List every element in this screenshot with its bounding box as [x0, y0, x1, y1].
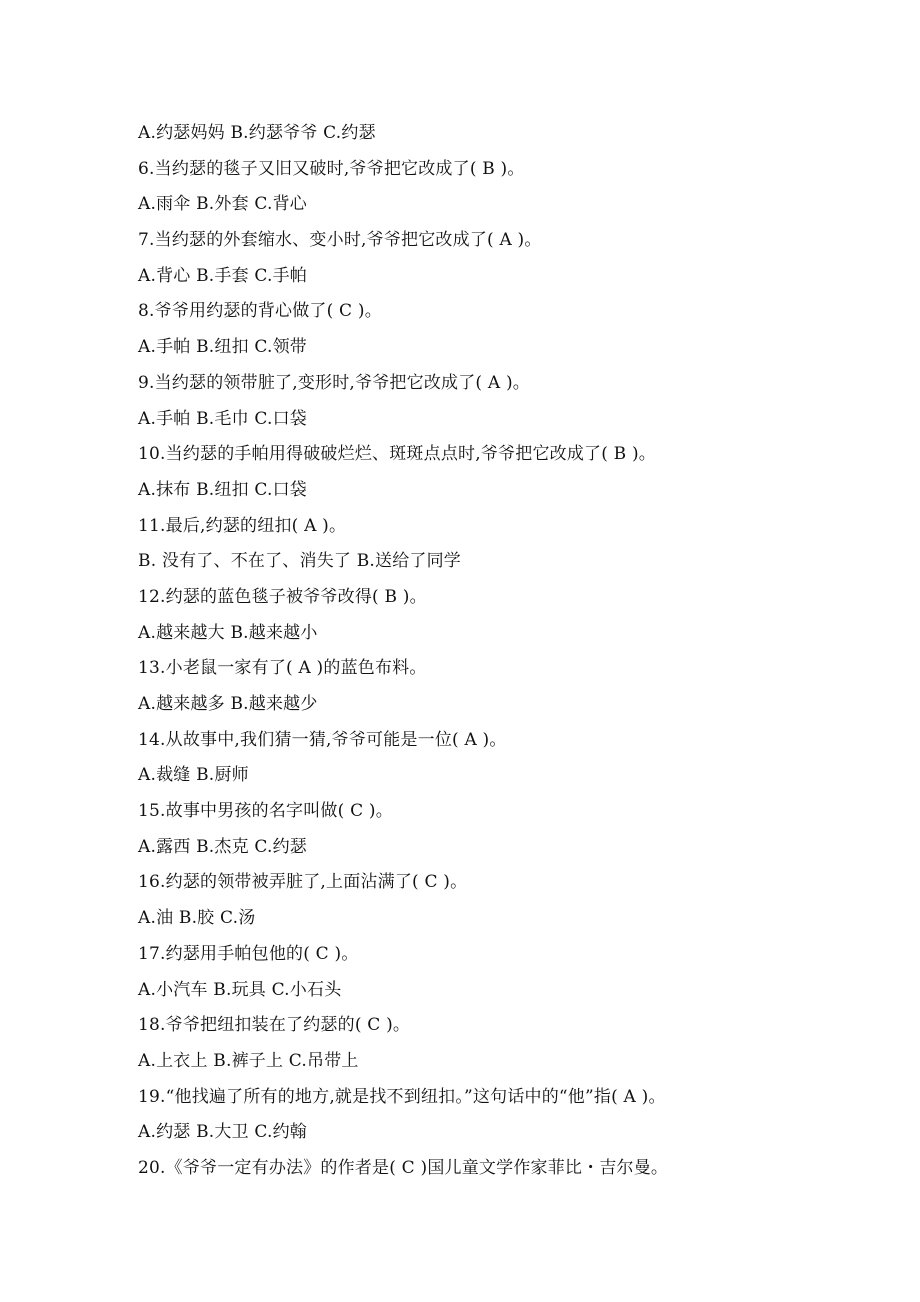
- question-line: 11.最后,约瑟的纽扣( A )。: [138, 515, 347, 536]
- question-list: [138, 116, 898, 1187]
- options-line: A.油 B.胶 C.汤: [138, 908, 256, 929]
- options-line: A.背心 B.手套 C.手帕: [138, 265, 307, 286]
- options-line: A.手帕 B.毛巾 C.口袋: [138, 408, 307, 429]
- question-line: 20.《爷爷一定有办法》的作者是( C )国儿童文学作家菲比・吉尔曼。: [138, 1157, 669, 1178]
- question-line: 12.约瑟的蓝色毯子被爷爷改得( B )。: [138, 586, 427, 607]
- options-line: B. 没有了、不在了、消失了 B.送给了同学: [138, 551, 461, 572]
- options-line: A.抹布 B.纽扣 C.口袋: [138, 479, 307, 500]
- options-line: A.手帕 B.纽扣 C.领带: [138, 337, 307, 358]
- question-line: 10.当约瑟的手帕用得破破烂烂、斑斑点点时,爷爷把它改成了( B )。: [138, 444, 657, 465]
- question-line: 6.当约瑟的毯子又旧又破时,爷爷把它改成了( B )。: [138, 158, 525, 179]
- question-line: 19.“他找遍了所有的地方,就是找不到纽扣。”这句话中的“他”指( A )。: [138, 1086, 666, 1107]
- question-line: 13.小老鼠一家有了( A )的蓝色布料。: [138, 658, 427, 679]
- question-line: 17.约瑟用手帕包他的( C )。: [138, 943, 359, 964]
- options-line: A.约瑟 B.大卫 C.约翰: [138, 1122, 307, 1143]
- options-line: A.雨伞 B.外套 C.背心: [138, 194, 307, 215]
- text-line: A.约瑟妈妈 B.约瑟爷爷 C.约瑟: [138, 123, 376, 143]
- question-line: 18.爷爷把纽扣装在了约瑟的( C )。: [138, 1015, 411, 1036]
- options-line: A.越来越多 B.越来越少: [138, 694, 318, 714]
- question-line: 7.当约瑟的外套缩水、变小时,爷爷把它改成了( A )。: [138, 230, 542, 251]
- question-line: 14.从故事中,我们猜一猜,爷爷可能是一位( A )。: [138, 729, 507, 750]
- question-line: 16.约瑟的领带被弄脏了,上面沾满了( C )。: [138, 872, 468, 893]
- options-line: A.上衣上 B.裤子上 C.吊带上: [138, 1050, 359, 1071]
- options-line: A.小汽车 B.玩具 C.小石头: [138, 979, 342, 1000]
- question-line: 15.故事中男孩的名字叫做( C )。: [138, 801, 393, 822]
- options-line: A.裁缝 B.厨师: [138, 765, 249, 786]
- question-line: 9.当约瑟的领带脏了,变形时,爷爷把它改成了( A )。: [138, 372, 530, 393]
- options-line: A.越来越大 B.越来越小: [138, 622, 318, 643]
- question-line: 8.爷爷用约瑟的背心做了( C )。: [138, 301, 382, 322]
- options-line: A.露西 B.杰克 C.约瑟: [138, 836, 307, 857]
